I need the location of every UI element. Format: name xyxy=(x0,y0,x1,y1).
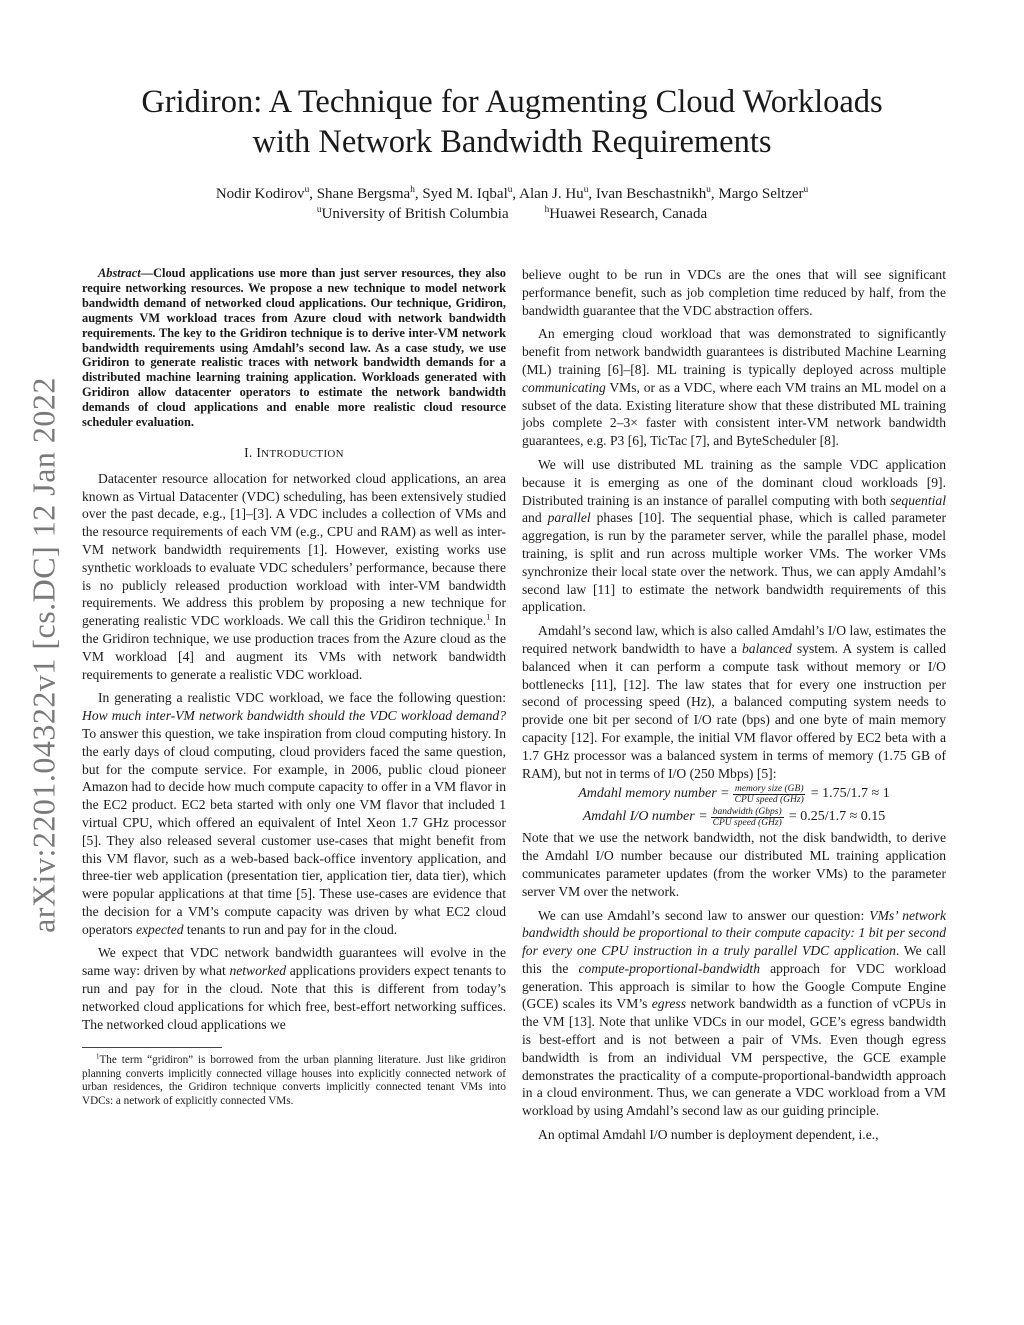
footnote: $^1$The term “gridiron” is borrowed from the urban planning literature. Just like gridiron planning converts implicitly connected village houses into explicitly connected network of urban residences, the Gridiron technique converts implicitly connected tenant VMs into VDCs: a network of explicitly connected VMs. xyxy=(82,1052,506,1107)
affiliation: $^u$University of British Columbia xyxy=(316,205,509,222)
arxiv-identifier xyxy=(22,360,66,950)
footnote-marker: 1 xyxy=(486,611,491,622)
equation-amdahl-memory: Amdahl memory number = $\frac{\text{memory size (GB)}}{\text{CPU speed (GHz)}}$ = 1.75/1.7 ≈ 1 xyxy=(578,783,890,805)
affiliation: $^h$Huawei Research, Canada xyxy=(544,205,708,222)
title-line-1: Gridiron: A Technique for Augmenting Cloud Workloads xyxy=(141,84,883,120)
paragraph: believe ought to be run in VDCs are the ones that will see significant performance benefit, such as job completion time reduced by half, from the bandwidth guarantee that the VDC abstraction offers. xyxy=(522,267,946,318)
left-column xyxy=(82,266,506,1108)
abstract: Abstract—Cloud applications use more than just server resources, they also require networking resources. We propose a new technique to model network bandwidth demand of networked cloud applications. Our technique, Gridiron, augments VM workload traces from Azure cloud with network bandwidth requirements. The key to the Gridiron technique is to derive inter-VM network bandwidth requirements using Amdahl’s second law. As a case study, we use Gridiron to generate realistic traces with network bandwidth demands for a distributed machine learning training application. Workloads generated with Gridiron allow datacenter operators to estimate the network bandwidth demands of cloud applications and enable more realistic cloud resource scheduler evaluation. xyxy=(82,266,506,430)
equation-amdahl-io: Amdahl I/O number = $\frac{\text{bandwidth (Gbps)}}{\text{CPU speed (GHz)}}$ = 0.25/1.7 ≈ 0.15 xyxy=(582,806,886,828)
paragraph: Datacenter resource allocation for networked cloud applications, an area known as Virtual Datacenter (VDC) scheduling, has been extensively studied over the past decade, e.g., [1]–[3]. A VDC includes a collection of VMs and the resource requirements of each VM (e.g., CPU and RAM) as well as inter-VM network bandwidth requirements [1]. However, existing works use synthetic workloads to evaluate VDC schedulers’ performance, because there is no publicly released production workload with inter-VM bandwidth requirements. We address this problem by proposing a new technique for generating realistic VDC workloads. We call this the Gridiron technique.$^1$ In the Gridiron technique, we use production traces from the Azure cloud as the VM workload [4] and augment its VMs with network bandwidth requirements to generate a realistic VDC workload. xyxy=(82,470,506,682)
paragraph: We will use distributed ML training as the sample VDC application because it is emerging as one of the dominant cloud workloads [9]. Distributed training is an instance of parallel computing with both sequential and parallel phases [10]. The sequential phase, which is called parameter aggregation, is run by the parameter server, while the parallel phase, model training, is split and run across multiple worker VMs. The worker VMs synchronize their local state over the network. Thus, we can apply Amdahl’s second law [11] to estimate the network bandwidth requirements of this application. xyxy=(522,456,946,615)
author: Ivan Beschastnikh$^u$, xyxy=(595,185,719,202)
paragraph: An optimal Amdahl I/O number is deployment dependent, i.e., xyxy=(538,1127,879,1143)
section-heading-introduction: I. INTRODUCTION xyxy=(244,444,344,460)
author-list xyxy=(80,184,944,204)
paragraph: An emerging cloud workload that was demonstrated to significantly benefit from network bandwidth guarantees is distributed Machine Learning (ML) training [6]–[8]. ML training is typically deployed across multiple communicating VMs, or as a VDC, where each VM trains an ML model on a subset of the data. Existing literature show that these distributed ML training jobs complete 2–3× faster with consistent inter-VM network bandwidth guarantees, e.g. P3 [6], TicTac [7], and ByteScheduler [8]. xyxy=(522,326,946,449)
author: Nodir Kodirov$^u$, xyxy=(215,185,317,202)
paragraph: In generating a realistic VDC workload, we face the following question: How much inter-VM network bandwidth should the VDC workload demand? To answer this question, we take inspiration from cloud computing history. In the early days of cloud computing, cloud providers faced the same question, but for the compute service. For example, in 2006, public cloud pioneer Amazon had to decide how much compute capacity to offer in a VM flavor in the EC2 product. EC2 beta started with only one VM flavor that included 1 virtual CPU, which offered an equivalent of Intel Xeon 1.7 GHz processor [5]. They also released several customer use-cases that might benefit from this VM flavor, such as a web-based back-office inventory application, and three-tier web application (presentation tier, application tier, data tier), which were popular applications at that time [5]. These use-cases are evidence that the decision for a VM’s compute capacity was driven by what EC2 cloud operators expected tenants to run and pay for in the cloud. xyxy=(82,690,506,937)
author: Alan J. Hu$^u$, xyxy=(519,185,596,202)
footnote-divider xyxy=(82,1047,222,1048)
arxiv-identifier-text: arXiv:2201.04322v1 [cs.DC] 12 Jan 2022 xyxy=(25,377,62,933)
fraction: $\frac{\text{bandwidth (Gbps)}}{\text{CPU speed (GHz)}}$ xyxy=(712,806,782,828)
affiliation-list xyxy=(80,204,944,224)
author: Margo Seltzer$^u$ xyxy=(718,185,809,202)
paragraph: Note that we use the network bandwidth, not the disk bandwidth, to derive the Amdahl I/O number because our distributed ML training application communicates parameter updates (from the worker VMs) to the parameter server VM over the network. xyxy=(522,830,946,899)
paragraph: Amdahl’s second law, which is also called Amdahl’s I/O law, estimates the required network bandwidth to have a balanced system. A system is called balanced when it can perform a compute task without memory or I/O bottlenecks [11], [12]. The law states that for every one instruction per second of processing speed (Hz), a balanced computing system needs to provide one bit per second of I/O rate (bps) and one byte of main memory capacity [12]. For example, the initial VM flavor offered by EC2 beta with a 1.7 GHz processor was a balanced system in terms of memory (1.75 GB of RAM), but not in terms of I/O (250 Mbps) [5]: xyxy=(522,623,946,781)
author: Syed M. Iqbal$^u$, xyxy=(422,185,520,202)
title-line-2: with Network Bandwidth Requirements xyxy=(252,124,772,160)
paragraph: We expect that VDC network bandwidth guarantees will evolve in the same way: driven by what networked applications providers expect tenants to run and pay for in the cloud. Note that this is different from today’s networked cloud applications for which free, best-effort networking suffices. The networked cloud applications we xyxy=(82,945,506,1032)
author: Shane Bergsma$^h$, xyxy=(316,185,423,202)
paper-title xyxy=(80,82,944,162)
fraction: $\frac{\text{memory size (GB)}}{\text{CPU speed (GHz)}}$ xyxy=(734,783,804,805)
paragraph: We can use Amdahl’s second law to answer our question: VMs’ network bandwidth should be proportional to their compute capacity: 1 bit per second for every one CPU instruction in a truly parallel VDC application. We call this the compute-proportional-bandwidth approach for VDC workload generation. This approach is similar to how the Google Compute Engine (GCE) scales its VM’s egress network bandwidth as a function of vCPUs in the VM [13]. Note that unlike VDCs in our model, GCE’s egress bandwidth is best-effort and is not between a pair of VMs. Even though egress bandwidth is from an individual VM perspective, the GCE example demonstrates the practicality of a compute-proportional-bandwidth approach in a cloud environment. Thus, we can generate a VDC workload from a VM workload by using Amdahl’s second law as our guiding principle. xyxy=(522,907,946,1119)
right-column xyxy=(522,266,946,1150)
